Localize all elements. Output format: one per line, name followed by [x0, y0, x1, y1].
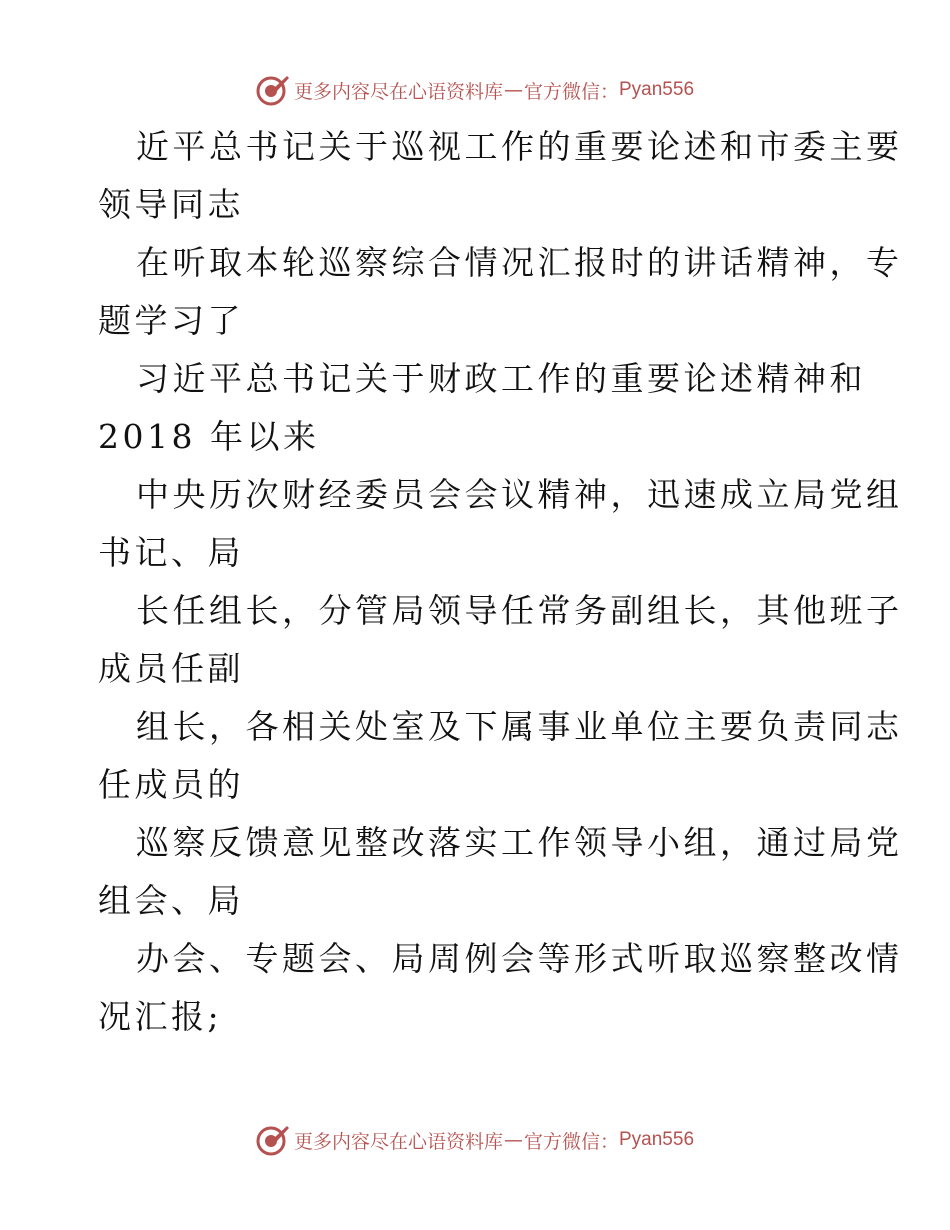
footer-watermark: [0, 1120, 950, 1160]
paragraph-line: 2018 年以来: [98, 417, 320, 456]
paragraph-line: 任成员的: [98, 765, 244, 804]
paragraph-line: 题学习了: [98, 301, 244, 340]
paragraph-line: 成员任副: [98, 649, 244, 688]
paragraph-line: 书记、局: [98, 533, 244, 572]
paragraph: [98, 582, 903, 698]
paragraph-line: 长任组长，分管局领导任常务副组长，其他班子: [136, 591, 903, 630]
watermark-official-label: 官方微信：: [523, 1130, 619, 1153]
header-watermark: [0, 70, 950, 110]
paragraph: [98, 930, 903, 1046]
paragraph-line: 巡察反馈意见整改落实工作领导小组，通过局党: [136, 823, 903, 862]
paragraph-line: 近平总书记关于巡视工作的重要论述和市委主要: [136, 127, 903, 166]
watermark-site-text: 更多内容尽在心语资料库: [293, 1130, 503, 1153]
paragraph: [98, 234, 903, 350]
paragraph-line: 中央历次财经委员会会议精神，迅速成立局党组: [136, 475, 903, 514]
paragraph-line: 组长，各相关处室及下属事业单位主要负责同志: [136, 707, 903, 746]
paragraph-line: 办会、专题会、局周例会等形式听取巡察整改情: [136, 939, 903, 978]
pen-circle-logo-icon: [256, 1123, 290, 1157]
paragraph-line: 组会、局: [98, 881, 244, 920]
paragraph: [98, 814, 903, 930]
paragraph: [98, 466, 903, 582]
watermark-separator: —: [503, 79, 523, 101]
paragraph: [98, 698, 903, 814]
watermark-site-text: 更多内容尽在心语资料库: [293, 80, 503, 103]
document-body: [98, 118, 903, 1046]
pen-circle-logo-icon: [256, 73, 290, 107]
watermark-wechat-id: Pyan556: [619, 1129, 695, 1150]
paragraph-line: 在听取本轮巡察综合情况汇报时的讲话精神，专: [136, 243, 903, 282]
watermark-separator: —: [503, 1129, 523, 1151]
watermark-official-label: 官方微信：: [523, 80, 619, 103]
watermark-wechat-id: Pyan556: [619, 79, 695, 100]
paragraph-line: 况汇报;: [98, 997, 223, 1036]
paragraph: [98, 350, 866, 466]
paragraph-line: 领导同志: [98, 185, 244, 224]
paragraph-line: 习近平总书记关于财政工作的重要论述精神和: [136, 359, 866, 398]
paragraph: [98, 118, 903, 234]
